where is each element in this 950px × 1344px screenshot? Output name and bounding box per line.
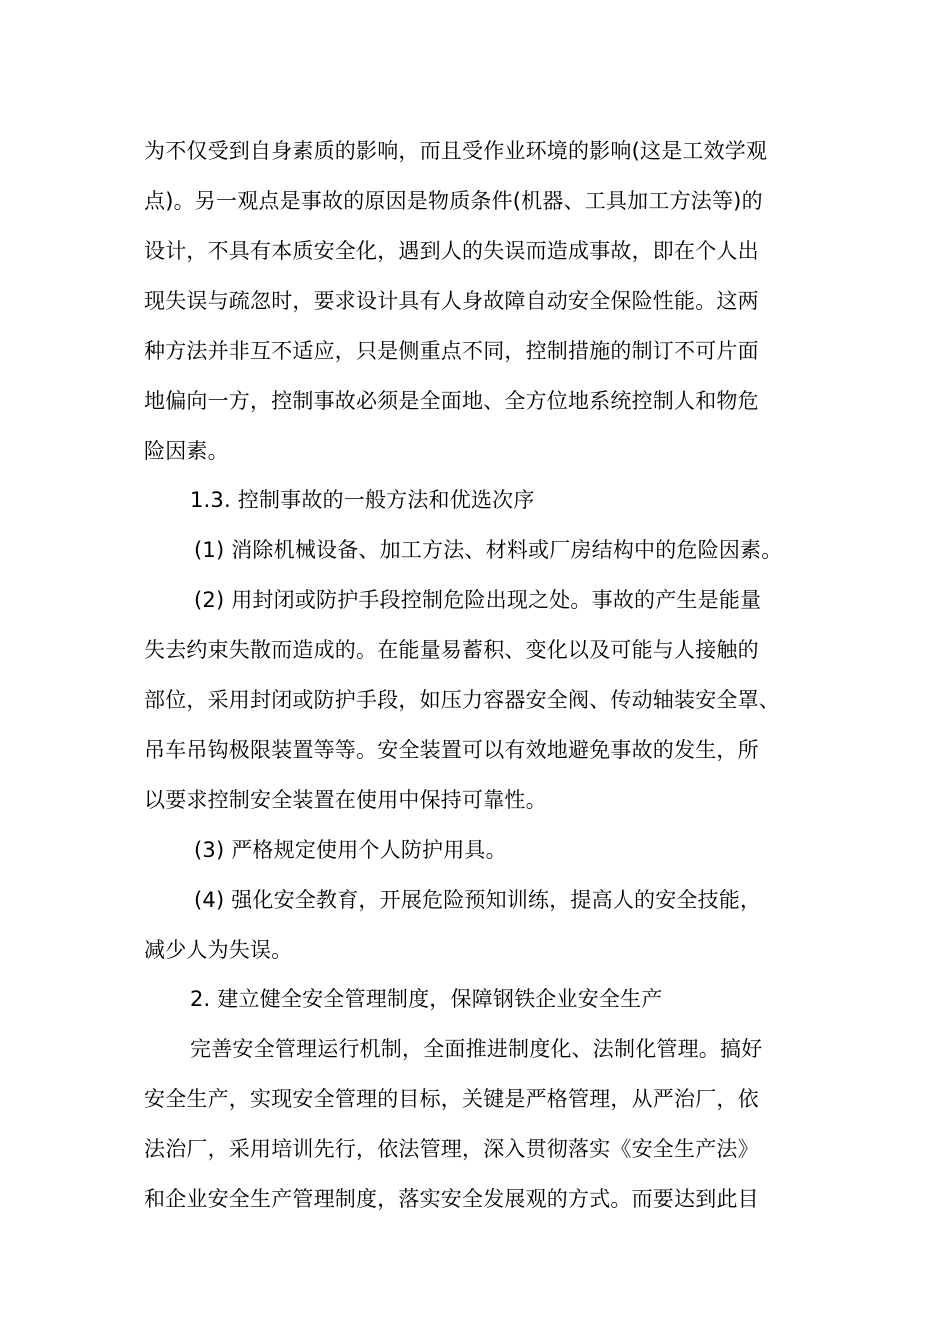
- section-heading: 1.3. 控制事故的一般方法和优选次序: [190, 488, 535, 512]
- body-text-line: 安全生产，实现安全管理的目标，关键是严格管理，从严治厂，依: [144, 1087, 759, 1111]
- body-text-line: 完善安全管理运行机制，全面推进制度化、法制化管理。搞好: [190, 1037, 763, 1061]
- body-text-line: 吊车吊钩极限装置等等。安全装置可以有效地避免事故的发生，所: [144, 738, 759, 762]
- body-text-line: 设计，不具有本质安全化，遇到人的失误而造成事故，即在个人出: [144, 239, 759, 263]
- body-text-line: 失去约束失散而造成的。在能量易蓄积、变化以及可能与人接触的: [144, 638, 759, 662]
- body-text-line: 为不仅受到自身素质的影响，而且受作业环境的影响(这是工效学观: [144, 139, 768, 163]
- list-item: (1) 消除机械设备、加工方法、材料或厂房结构中的危险因素。: [194, 538, 783, 562]
- list-item: (3) 严格规定使用个人防护用具。: [194, 838, 507, 862]
- body-text-line: 以要求控制安全装置在使用中保持可靠性。: [144, 788, 547, 812]
- body-text-line: 种方法并非互不适应，只是侧重点不同，控制措施的制订不可片面: [144, 339, 759, 363]
- list-item: (4) 强化安全教育，开展危险预知训练，提高人的安全技能，: [194, 888, 762, 912]
- body-text-line: 部位，采用封闭或防护手段，如压力容器安全阀、传动轴装安全罩、: [144, 688, 780, 712]
- body-text-line: 减少人为失误。: [144, 938, 293, 962]
- list-item: (2) 用封闭或防护手段控制危险出现之处。事故的产生是能量: [194, 588, 762, 612]
- body-text-line: 点)。另一观点是事故的原因是物质条件(机器、工具加工方法等)的: [144, 189, 763, 213]
- body-text-line: 地偏向一方，控制事故必须是全面地、全方位地系统控制人和物危: [144, 389, 759, 413]
- body-text-line: 险因素。: [144, 439, 229, 463]
- body-text-line: 法治厂，采用培训先行，依法管理，深入贯彻落实《安全生产法》: [144, 1137, 759, 1161]
- section-heading: 2. 建立健全安全管理制度，保障钢铁企业安全生产: [190, 987, 663, 1011]
- body-text-line: 现失误与疏忽时，要求设计具有人身故障自动安全保险性能。这两: [144, 289, 759, 313]
- body-text-line: 和企业安全生产管理制度，落实安全发展观的方式。而要达到此目: [144, 1187, 759, 1211]
